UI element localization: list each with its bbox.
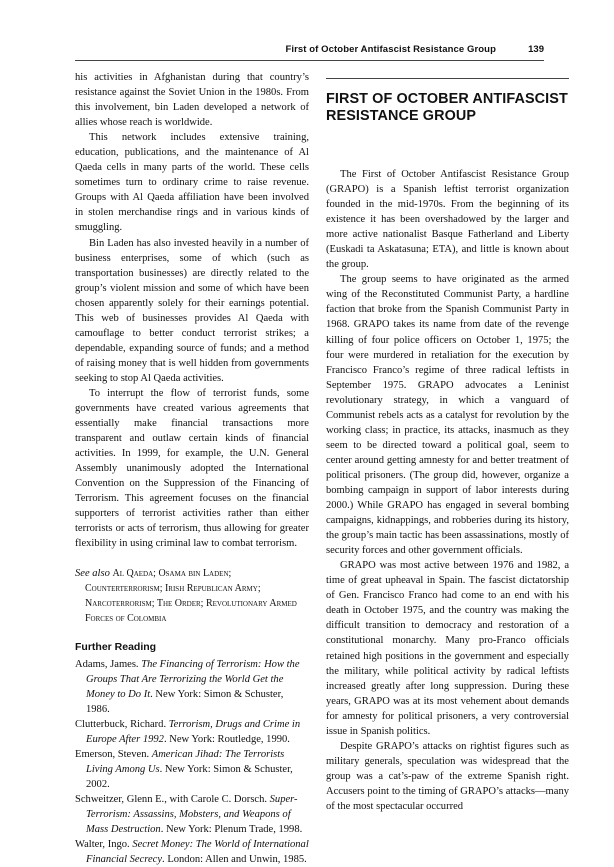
reference-title: The Financing of Terrorism: How the Groups That Are Terrorizing the World Get the Money to Do It	[86, 658, 300, 700]
reference-title: American Jihad: The Terrorists Living Among Us	[86, 749, 285, 776]
reference-publication: . London: Allen and Unwin, 1985.	[162, 854, 307, 866]
body-paragraph: To interrupt the flow of terrorist funds, some governments have created various agreements that essentially make financial transactions more transparent and outlaw certain kinds of financial activities. In 1999, for example, the U.N. General Assembly unanimously adopted the International Convention on the Suppression of the Financing of Terrorism. This agreement focuses on the financial supporters of terrorist activities rather than either terrorists or acts of terrorism, thus allowing for greater flexibility in using criminal law to combat terrorism.	[75, 387, 309, 550]
reference-title: Super-Terrorism: Assassins, Mobsters, and Weapons of Mass Destruction	[86, 794, 298, 836]
reference-publication: . New York: Plenum Trade, 1998.	[160, 824, 303, 836]
see-also-items: Al Qaeda; Osama bin Laden; Counterterrorism; Irish Republican Army; Narcoterrorism; The Order; Revolutionary Armed Forces of Colombia	[85, 567, 297, 624]
page-number: 139	[528, 44, 544, 55]
reference-author: Emerson, Steven.	[75, 749, 152, 761]
running-head-title: First of October Antifascist Resistance Group	[285, 44, 496, 55]
reference-item	[75, 747, 309, 792]
reference-item	[75, 717, 309, 747]
body-paragraph: The First of October Antifascist Resistance Group (GRAPO) is a Spanish leftist terrorist organization founded in the mid-1970s. From the beginning of its existence it has been overshadowed by the larger and more active nationalist Basque Fatherland and Liberty (Euskadi ta Askatasuna; ETA), and little is known about the group.	[326, 169, 569, 271]
see-also-lead: See also	[75, 567, 110, 579]
reference-title: Terrorism, Drugs and Crime in Europe After 1992	[86, 718, 301, 745]
body-paragraph: This network includes extensive training, education, publications, and the maintenance of Al Qaeda cells in many parts of the world. These cells sometimes turn to ordinary crime to raise revenue. Groups with Al Qaeda affiliation have been involved in stolen merchandise rings and in various kinds of smuggling.	[75, 132, 309, 234]
reference-author: Walter, Ingo.	[75, 839, 133, 851]
further-reading-list	[75, 657, 309, 867]
body-paragraph: Despite GRAPO’s attacks on rightist figures such as military generals, speculation was widespread that the group was a cat’s-paw of the extreme Spanish right. Accusers point to the timing of GRAPO’s attacks—many of the most spectacular occurred	[326, 740, 569, 812]
reference-publication: . New York: Routledge, 1990.	[163, 733, 290, 745]
reference-author: Schweitzer, Glenn E., with Carole C. Dorsch.	[75, 794, 270, 806]
reference-item	[75, 837, 309, 867]
body-paragraph: his activities in Afghanistan during that country’s resistance against the Soviet Union in the 1980s. From this involvement, bin Laden developed a network of allies whose reach is worldwide.	[75, 72, 309, 129]
reference-author: Clutterbuck, Richard.	[75, 718, 169, 730]
reference-title: Secret Money: The World of International Financial Secrecy	[86, 839, 309, 866]
reference-item	[75, 657, 309, 717]
reference-author: Adams, James.	[75, 658, 142, 670]
body-paragraph: GRAPO was most active between 1976 and 1982, a time of great upheaval in Spain. The fascist dictatorship of Gen. Francisco Franco had come to an end with his death in October 1975, and the country was making the difficult transition to democracy and restoration of a constitutional monarchy. Many pro-Franco officials retained high positions in the government and especially the military, while political activity by radical leftists increased greatly after long suppression. During these years, GRAPO was at its most vehement about demands for amnesty for political prisoners, a very controversial issue in Spanish politics.	[326, 560, 569, 737]
body-paragraph: The group seems to have originated as the armed wing of the Reconstituted Communist Party, a hardline faction that broke from the Spanish Communist Party in 1968. GRAPO takes its name from date of the revenge killing of four police officers on October 1, 1975; the four were murdered in retaliation for the execution by Francisco Franco’s regime of three radical leftists in September 1975. GRAPO advocates a Leninist revolutionary strategy, in which a vanguard of Communist rebels acts as a catalyst for revolution by the working class; in practice, its attacks, inasmuch as they seem to be directed toward a political goal, seem to center around getting amnesty for and better treatment of political prisoners. (The group did, however, organize a bombing campaign in support of labor interests during 2000.) While GRAPO has engaged in several bombing campaigns, kidnappings, and robberies during its history, the group’s main tactic has been assassinations, mostly of security forces and other government officials.	[326, 274, 569, 557]
right-column	[326, 70, 569, 814]
further-reading-heading: Further Reading	[75, 640, 157, 653]
body-paragraph: Bin Laden has also invested heavily in a number of business enterprises, some of which (such as transportation businesses) are directly related to the group’s violent mission and some of which have been chosen apparently solely for their earnings potential. This web of businesses provides Al Qaeda with camouflage to better conduct terrorist strikes; a dependable, expanding source of funds; and a method of raising money that is well hidden from governments seeking to stop Al Qaeda activities.	[75, 237, 309, 384]
reference-item	[75, 792, 309, 837]
entry-title: FIRST OF OCTOBER ANTIFASCIST RESISTANCE GROUP	[326, 91, 568, 124]
running-head	[75, 44, 544, 61]
left-column	[75, 70, 309, 867]
reference-publication: . New York: Simon & Schuster, 1986.	[86, 688, 284, 715]
see-also	[75, 566, 309, 626]
entry-rule	[326, 78, 569, 79]
reference-publication: . New York: Simon & Schuster, 2002.	[86, 764, 293, 791]
